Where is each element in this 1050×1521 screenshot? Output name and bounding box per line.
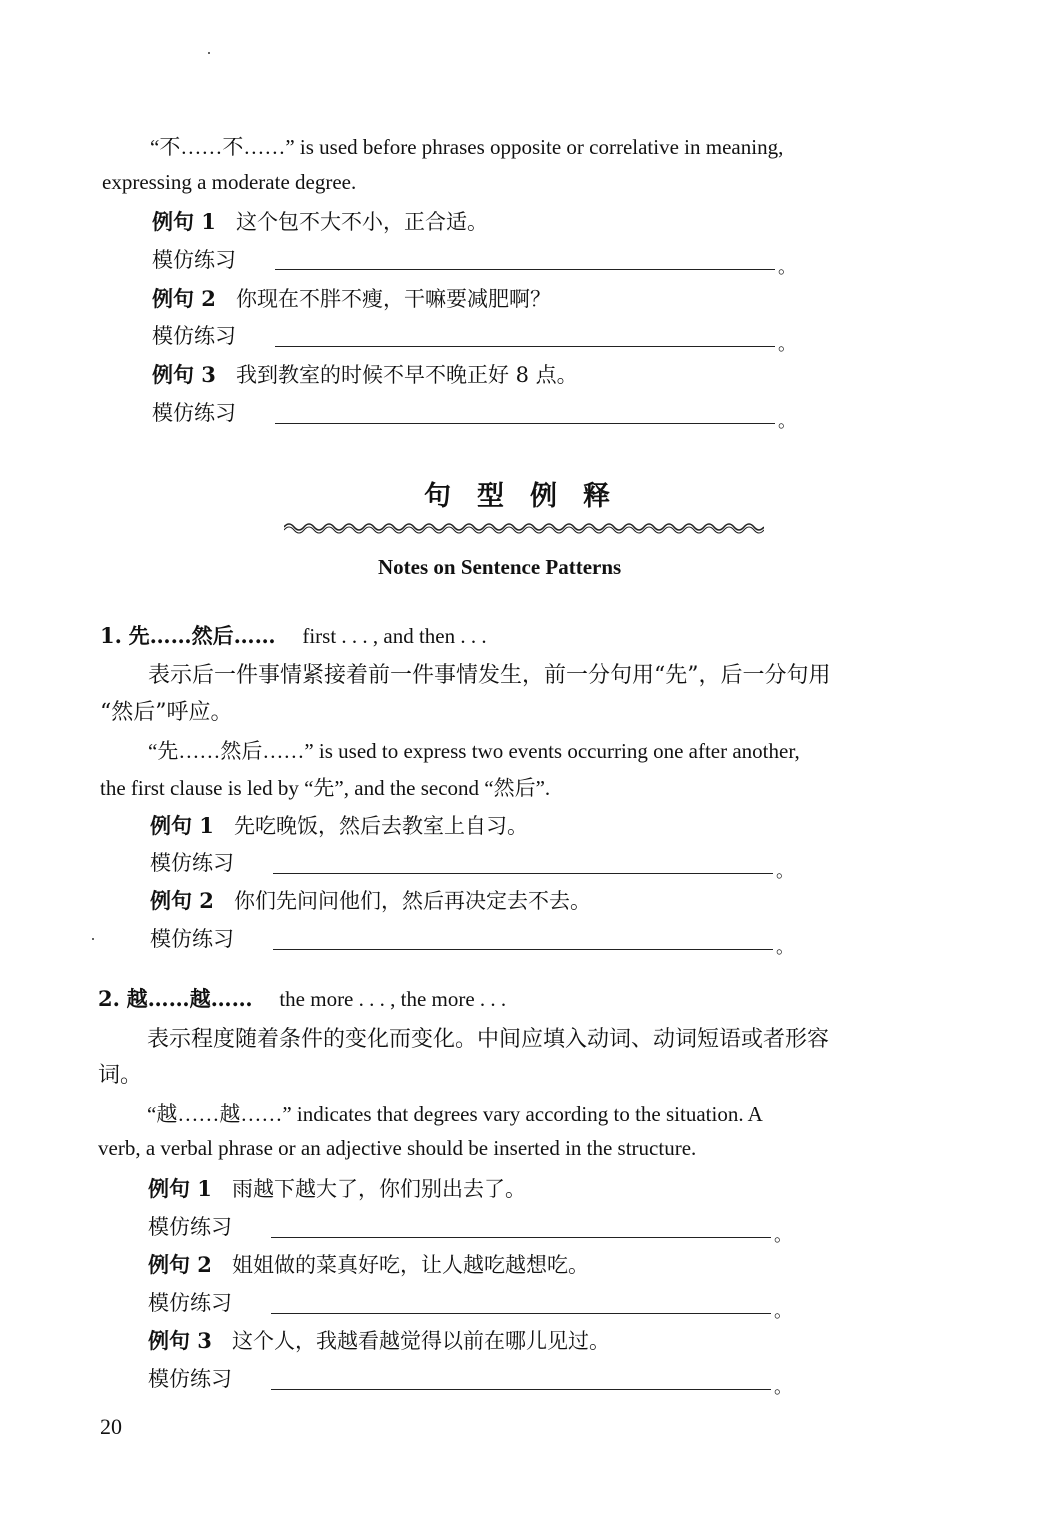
example-text: 这个包不大不小，正合适。 <box>235 210 488 234</box>
practice-blank[interactable] <box>273 873 773 874</box>
pattern-gloss: the more . . . , the more . . . <box>279 987 507 1011</box>
section-title: 句型例释 <box>424 481 636 512</box>
example-text: 这个人，我越看越觉得以前在哪儿见过。 <box>231 1329 610 1353</box>
practice-label: 模仿练习 <box>152 248 236 272</box>
pattern-structure: 先……然后…… <box>128 623 276 648</box>
example-text: 我到教室的时候不早不晚正好 8 点。 <box>235 363 578 387</box>
practice-label: 模仿练习 <box>150 927 234 951</box>
example-label: 例句 2 <box>148 1252 212 1277</box>
pattern-heading <box>100 620 487 650</box>
example-sentence <box>152 359 578 389</box>
practice-label: 模仿练习 <box>148 1215 232 1239</box>
example-label: 例句 3 <box>148 1328 212 1353</box>
practice-blank[interactable] <box>275 423 775 424</box>
period: 。 <box>776 861 794 882</box>
explanation-zh-line-1: 表示后一件事情紧接着前一件事情发生，前一分句用“先”，后一分句用 <box>148 663 831 688</box>
example-label: 例句 2 <box>150 888 214 913</box>
example-text: 先吃晚饭，然后去教室上自习。 <box>233 814 528 838</box>
example-text: 雨越下越大了，你们别出去了。 <box>231 1177 526 1201</box>
example-sentence <box>152 206 488 236</box>
practice-label: 模仿练习 <box>150 851 234 875</box>
period: 。 <box>778 257 796 278</box>
practice-label: 模仿练习 <box>152 401 236 425</box>
practice-blank[interactable] <box>275 346 775 347</box>
example-sentence <box>148 1249 589 1279</box>
explanation-zh-line-1: 表示程度随着条件的变化而变化。中间应填入动词、动词短语或者形容 <box>147 1027 830 1052</box>
explanation-zh-line-2: “然后”呼应。 <box>100 700 233 725</box>
example-sentence <box>148 1325 610 1355</box>
wavy-divider <box>284 519 764 535</box>
period: 。 <box>774 1225 792 1246</box>
note-en-line-2: expressing a moderate degree. <box>102 170 357 194</box>
period: 。 <box>774 1301 792 1322</box>
explanation-en-line-2: verb, a verbal phrase or an adjective should be inserted in the structure. <box>98 1136 697 1160</box>
speck <box>208 52 210 54</box>
practice-blank[interactable] <box>275 269 775 270</box>
period: 。 <box>778 411 796 432</box>
example-label: 例句 3 <box>152 362 216 387</box>
section-subtitle: Notes on Sentence Patterns <box>378 555 622 579</box>
practice-blank[interactable] <box>271 1313 771 1314</box>
example-sentence <box>152 283 551 313</box>
practice-blank[interactable] <box>273 949 773 950</box>
pattern-number: 1. <box>100 623 122 648</box>
pattern-gloss: first . . . , and then . . . <box>302 624 487 648</box>
pattern-structure: 越……越…… <box>126 986 253 1011</box>
pattern-number: 2. <box>98 986 120 1011</box>
explanation-en-line-1: “先……然后……” is used to express two events occurring one after another, <box>148 739 800 763</box>
period: 。 <box>778 334 796 355</box>
example-label: 例句 2 <box>152 286 216 311</box>
example-text: 你现在不胖不瘦，干嘛要减肥啊？ <box>235 287 551 311</box>
example-sentence <box>148 1173 526 1203</box>
page-number: 20 <box>100 1414 122 1439</box>
example-label: 例句 1 <box>148 1176 212 1201</box>
speck <box>92 938 94 940</box>
period: 。 <box>774 1377 792 1398</box>
practice-blank[interactable] <box>271 1237 771 1238</box>
practice-label: 模仿练习 <box>148 1291 232 1315</box>
example-label: 例句 1 <box>152 209 216 234</box>
example-sentence <box>150 885 591 915</box>
explanation-zh-line-2: 词。 <box>98 1063 143 1088</box>
period: 。 <box>776 937 794 958</box>
example-label: 例句 1 <box>150 813 214 838</box>
pattern-heading <box>98 983 506 1013</box>
explanation-en-line-2: the first clause is led by “先”, and the second “然后”. <box>100 776 551 800</box>
explanation-en-line-1: “越……越……” indicates that degrees vary according to the situation. A <box>147 1102 763 1126</box>
example-text: 你们先问问他们，然后再决定去不去。 <box>233 889 591 913</box>
practice-blank[interactable] <box>271 1389 771 1390</box>
note-en-line-1: “不……不……” is used before phrases opposite or correlative in meaning, <box>150 135 784 159</box>
practice-label: 模仿练习 <box>148 1367 232 1391</box>
example-text: 姐姐做的菜真好吃，让人越吃越想吃。 <box>231 1253 589 1277</box>
example-sentence <box>150 810 528 840</box>
practice-label: 模仿练习 <box>152 324 236 348</box>
